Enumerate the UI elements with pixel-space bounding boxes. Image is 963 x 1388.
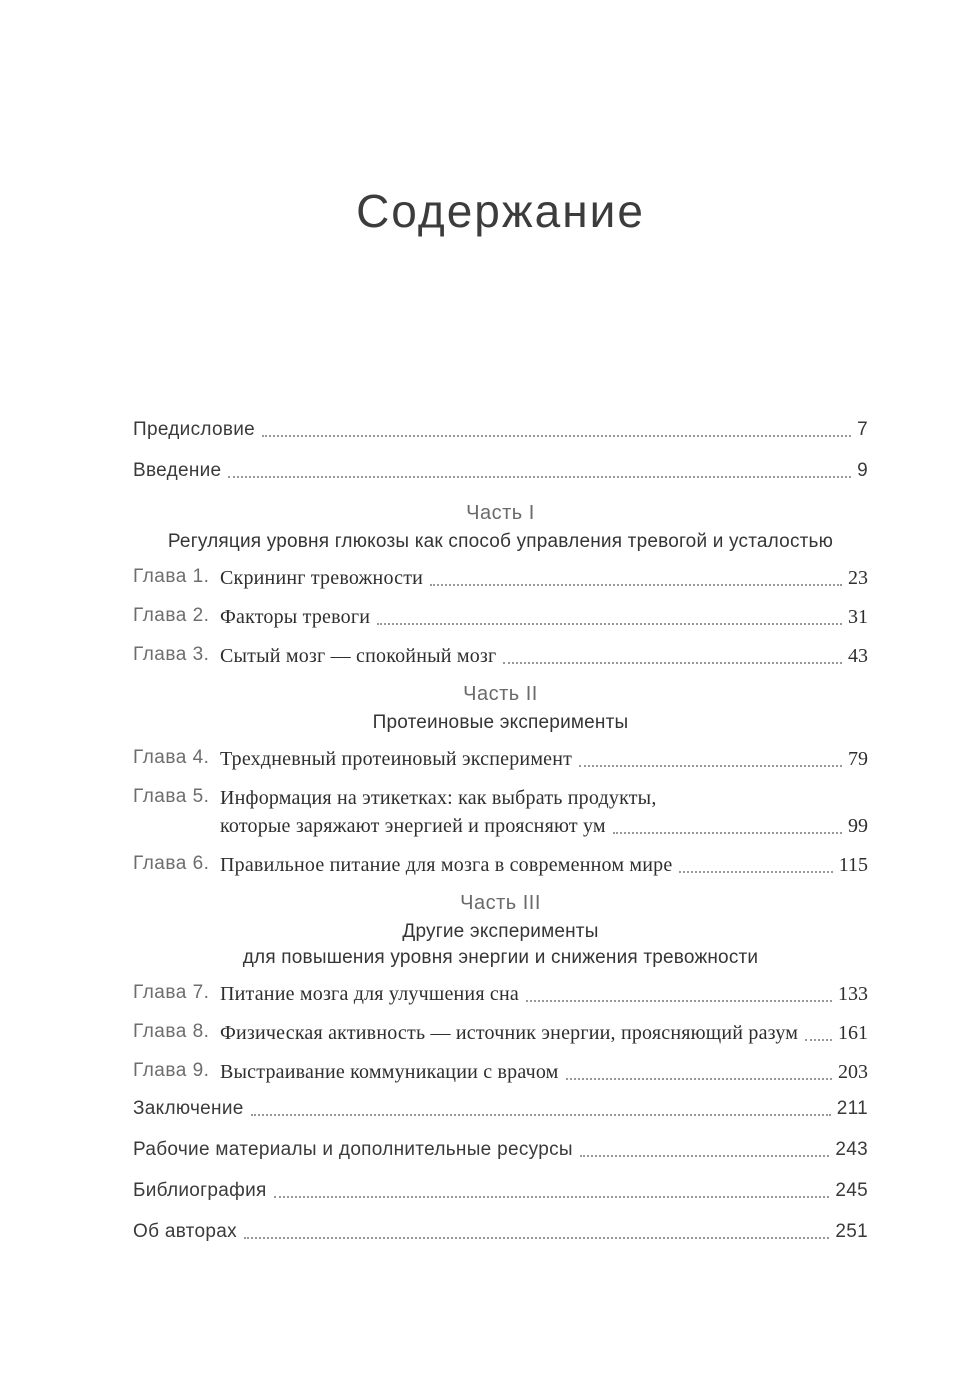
dot-leader [262,435,851,437]
chapter-label: Глава 9. [133,1060,210,1082]
entry-title: Введение [133,459,222,481]
page-number: 245 [835,1180,868,1202]
toc-chapter-entry [133,605,868,629]
page-number: 7 [857,419,868,440]
dot-leader [579,765,842,767]
part-heading: Часть II [463,682,538,705]
toc-chapter-entry [133,1021,868,1045]
part-subtitle: Протеиновые эксперименты [372,711,629,733]
toc-chapter-entry [133,982,868,1006]
toc-chapter-entry [133,566,868,590]
page-number: 99 [848,814,868,837]
chapter-line [220,747,868,771]
chapter-body [220,747,868,771]
page-number: 133 [838,983,868,1006]
chapter-title: Трехдневный протеиновый эксперимент [220,747,573,770]
chapter-title: Информация на этикетках: как выбрать продукты, [220,786,657,809]
dot-leader [228,476,851,478]
toc-entry-conclusion [133,1099,868,1120]
part-subtitle: Регуляция уровня глюкозы как способ управления тревогой и усталостью [167,530,834,552]
toc-entry-about-authors [133,1222,868,1243]
chapter-body [220,1021,868,1045]
chapter-body [220,1060,868,1084]
chapter-line [220,982,868,1006]
chapter-label: Глава 8. [133,1021,210,1043]
toc-entry-materials [133,1140,868,1161]
part-heading: Часть I [466,501,535,524]
entry-title: Заключение [133,1098,244,1120]
page-number: 251 [835,1221,868,1243]
page-number: 31 [848,605,868,628]
entry-title: Об авторах [133,1221,237,1243]
toc-chapter-entry [133,747,868,771]
dot-leader [805,1039,832,1041]
chapter-line [220,566,868,590]
chapter-label: Глава 6. [133,852,210,874]
chapter-body [220,982,868,1006]
chapter-body [220,853,868,877]
chapter-title: Сытый мозг — спокойный мозг [220,644,497,667]
chapter-line [220,814,868,838]
chapter-title: Правильное питание для мозга в современном мире [220,853,673,876]
dot-leader [244,1237,830,1239]
toc-entry-preface [133,420,868,441]
dot-leader [580,1155,830,1157]
toc-part-3 [133,892,868,1085]
dot-leader [679,871,832,873]
part-subtitle: для повышения уровня энергии и снижения тревожности [242,947,759,969]
part-chapters [133,982,868,1084]
toc-entry-introduction [133,461,868,482]
dot-leader [526,1000,832,1002]
chapter-title: Факторы тревоги [220,605,371,628]
part-chapters [133,566,868,668]
toc-chapter-entry [133,644,868,668]
dot-leader [430,584,842,586]
page-number: 43 [848,644,868,667]
chapter-label: Глава 5. [133,785,210,807]
page-number: 211 [836,1098,868,1120]
chapter-line [220,1060,868,1084]
page-number: 9 [857,459,868,481]
page-number: 161 [838,1022,868,1045]
dot-leader [613,832,842,834]
dot-leader [274,1196,830,1198]
chapter-label: Глава 1. [133,565,210,587]
chapter-line [220,644,868,668]
chapter-label: Глава 4. [133,746,210,768]
chapter-title: Физическая активность — источник энергии, проясняющий разум [220,1022,799,1045]
chapter-line [220,605,868,629]
toc-back-matter [133,1099,868,1243]
part-chapters [133,747,868,877]
chapter-line [220,786,868,810]
toc-chapter-entry [133,786,868,838]
chapter-label: Глава 2. [133,604,210,626]
chapter-body [220,644,868,668]
dot-leader [377,623,842,625]
page-number: 243 [835,1139,868,1161]
toc-chapter-entry [133,853,868,877]
chapter-body [220,786,868,838]
dot-leader [566,1078,832,1080]
entry-title: Предисловие [133,419,256,440]
page-number: 115 [838,853,868,876]
part-heading: Часть III [460,891,541,914]
chapter-body [220,605,868,629]
dot-leader [251,1114,831,1116]
page-number: 79 [848,747,868,770]
entry-title: Рабочие материалы и дополнительные ресурсы [133,1139,573,1161]
chapter-label: Глава 7. [133,982,210,1004]
page-number: 23 [848,566,868,589]
dot-leader [503,662,842,664]
toc-part-2 [133,683,868,877]
part-subtitle: Другие эксперименты [402,920,599,942]
page-title: Содержание [356,185,645,237]
chapter-line [220,1021,868,1045]
toc-part-1 [133,502,868,668]
chapter-title: которые заряжают энергией и проясняют ум [220,814,606,837]
entry-title: Библиография [133,1180,267,1202]
toc-entry-bibliography [133,1181,868,1202]
chapter-title: Питание мозга для улучшения сна [220,983,519,1006]
chapter-title: Выстраивание коммуникации с врачом [220,1061,559,1084]
chapter-title: Скрининг тревожности [220,566,424,589]
toc-chapter-entry [133,1060,868,1084]
chapter-line [220,853,868,877]
chapter-body [220,566,868,590]
page-number: 203 [838,1061,868,1084]
chapter-label: Глава 3. [133,643,210,665]
